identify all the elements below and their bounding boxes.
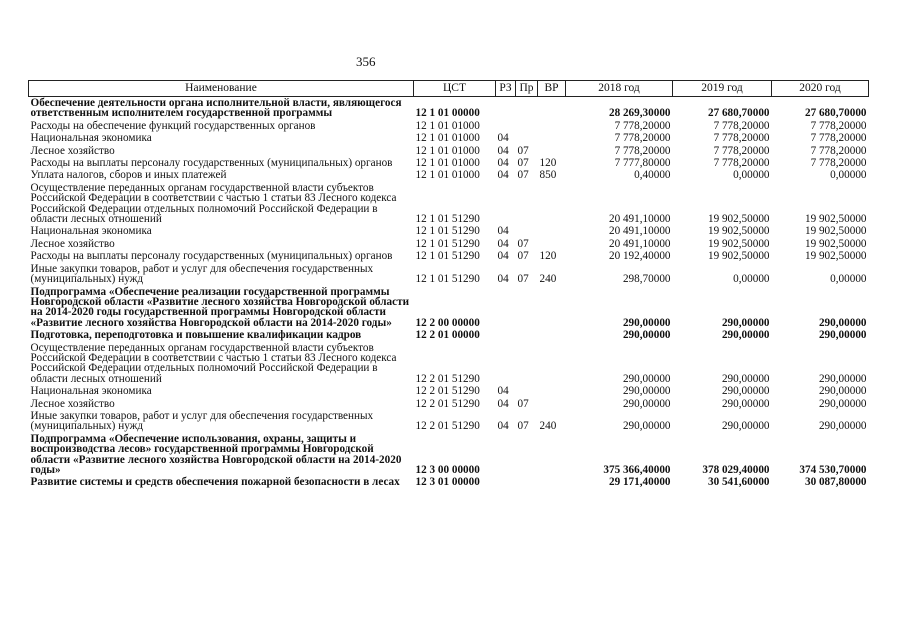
row-cst: 12 2 01 51290	[415, 397, 480, 410]
row-cst: 12 2 01 51290	[415, 420, 480, 433]
row-2019: 0,00000	[733, 169, 770, 182]
row-2020: 19 902,50000	[804, 250, 867, 263]
row-rz: 04	[497, 132, 509, 145]
budget-table	[28, 80, 869, 489]
table-row	[29, 342, 869, 386]
row-2019: 290,00000	[721, 372, 770, 385]
col-header: ВР	[538, 81, 566, 97]
row-2018: 298,70000	[622, 273, 671, 286]
table-row	[29, 182, 869, 226]
row-rz: 04	[497, 144, 509, 157]
row-2020: 19 902,50000	[804, 225, 867, 238]
row-name: Развитие системы и средств обеспечения пожарной безопасности в лесах	[30, 476, 400, 489]
row-vr	[538, 433, 566, 477]
row-2018: 7 778,20000	[614, 132, 671, 145]
row-vr	[538, 286, 566, 330]
row-2019: 19 902,50000	[707, 237, 770, 250]
row-pr	[516, 97, 538, 120]
row-rz: 04	[497, 273, 509, 286]
row-2018: 7 777,80000	[614, 157, 671, 170]
col-header: 2020 год	[772, 81, 869, 97]
row-2020: 0,00000	[830, 169, 867, 182]
row-2018: 29 171,40000	[608, 476, 671, 489]
row-name: Расходы на обеспечение функций государственных органов	[30, 119, 316, 132]
table-row	[29, 433, 869, 477]
row-2020: 290,00000	[818, 385, 867, 398]
row-vr: 240	[539, 420, 557, 433]
table-row	[29, 225, 869, 237]
row-name: Национальная экономика	[30, 385, 152, 398]
row-2018: 290,00000	[622, 316, 671, 329]
row-2019: 19 902,50000	[707, 213, 770, 226]
row-rz: 04	[497, 397, 509, 410]
row-2020: 7 778,20000	[810, 132, 867, 145]
row-name: Расходы на выплаты персоналу государственных (муниципальных) органов	[30, 157, 393, 170]
row-cst: 12 1 01 51290	[415, 225, 480, 238]
table-row	[29, 286, 869, 330]
row-2020: 290,00000	[818, 397, 867, 410]
row-pr	[516, 120, 538, 132]
table-row	[29, 385, 869, 397]
table-row	[29, 145, 869, 157]
row-pr	[516, 385, 538, 397]
row-vr	[538, 145, 566, 157]
row-2019: 19 902,50000	[707, 225, 770, 238]
row-2019: 7 778,20000	[713, 157, 770, 170]
row-name: Национальная экономика	[30, 132, 152, 145]
row-2018: 20 192,40000	[608, 250, 671, 263]
row-cst: 12 1 01 01000	[415, 119, 480, 132]
row-cst: 12 1 01 51290	[415, 213, 480, 226]
col-header: РЗ	[496, 81, 516, 97]
row-name: Подготовка, переподготовка и повышение квалификации кадров	[30, 329, 362, 342]
row-name: Лесное хозяйство	[30, 144, 115, 157]
row-rz: 04	[497, 420, 509, 433]
row-2020: 7 778,20000	[810, 144, 867, 157]
row-2020: 7 778,20000	[810, 119, 867, 132]
row-2019: 27 680,70000	[707, 107, 770, 120]
row-rz	[496, 342, 516, 386]
row-rz	[496, 97, 516, 120]
row-cst: 12 2 01 51290	[415, 385, 480, 398]
row-name: Осуществление переданных органам государственной власти субъектов Российской Федерации в соответствии с частью 1 статьи 83 Лесного кодекса Российской Федерации отдельных полномочий Российской Федерации в области лесных отношений	[30, 341, 397, 385]
row-pr: 07	[517, 169, 529, 182]
row-name: Уплата налогов, сборов и иных платежей	[30, 169, 227, 182]
row-pr: 07	[517, 157, 529, 170]
table-row	[29, 410, 869, 433]
row-pr: 07	[517, 237, 529, 250]
row-vr	[538, 329, 566, 341]
row-name: Лесное хозяйство	[30, 397, 115, 410]
row-rz: 04	[497, 169, 509, 182]
table-row	[29, 157, 869, 169]
row-rz	[496, 120, 516, 132]
row-vr	[538, 97, 566, 120]
row-pr	[516, 476, 538, 488]
row-pr	[516, 342, 538, 386]
row-2019: 378 029,40000	[702, 464, 770, 476]
row-pr: 07	[517, 273, 529, 286]
row-2019: 290,00000	[721, 316, 770, 329]
row-rz	[496, 433, 516, 477]
row-pr	[516, 132, 538, 144]
row-2020: 19 902,50000	[804, 213, 867, 226]
row-2020: 290,00000	[818, 420, 867, 433]
row-2018: 20 491,10000	[608, 237, 671, 250]
row-cst: 12 1 01 00000	[415, 107, 480, 120]
row-2019: 0,00000	[733, 273, 770, 286]
row-2019: 7 778,20000	[713, 132, 770, 145]
row-vr	[538, 476, 566, 488]
table-row	[29, 263, 869, 286]
row-2018: 290,00000	[622, 329, 671, 342]
col-header: 2019 год	[673, 81, 772, 97]
row-cst: 12 2 01 51290	[415, 372, 480, 385]
row-pr	[516, 433, 538, 477]
row-2019: 19 902,50000	[707, 250, 770, 263]
row-2018: 7 778,20000	[614, 119, 671, 132]
row-2020: 27 680,70000	[804, 107, 867, 120]
row-cst: 12 1 01 01000	[415, 132, 480, 145]
table-row	[29, 329, 869, 341]
row-pr: 07	[517, 420, 529, 433]
row-pr	[516, 225, 538, 237]
table-header	[29, 81, 869, 97]
row-cst: 12 3 00 00000	[415, 464, 480, 476]
row-2018: 375 366,40000	[603, 464, 671, 476]
row-vr: 240	[539, 273, 557, 286]
row-pr	[516, 286, 538, 330]
table-row	[29, 120, 869, 132]
row-vr	[538, 132, 566, 144]
row-pr	[516, 329, 538, 341]
row-vr	[538, 342, 566, 386]
row-name: Обеспечение деятельности органа исполнительной власти, являющегося ответственным исполнителем государственной программы	[30, 97, 402, 120]
row-cst: 12 1 01 51290	[415, 250, 480, 263]
row-2018: 290,00000	[622, 397, 671, 410]
row-vr	[538, 120, 566, 132]
row-2018: 290,00000	[622, 372, 671, 385]
col-header: ЦСТ	[414, 81, 496, 97]
table-row	[29, 250, 869, 262]
page-number: 356	[356, 54, 376, 69]
row-2020: 0,00000	[830, 273, 867, 286]
row-2020: 19 902,50000	[804, 237, 867, 250]
row-rz	[496, 182, 516, 226]
table-body	[29, 97, 869, 489]
row-name: Национальная экономика	[30, 225, 152, 238]
table-row	[29, 398, 869, 410]
col-header: Наименование	[29, 81, 414, 97]
row-2019: 290,00000	[721, 397, 770, 410]
row-pr: 07	[517, 144, 529, 157]
row-2018: 28 269,30000	[608, 107, 671, 120]
row-vr	[538, 238, 566, 250]
row-2018: 20 491,10000	[608, 225, 671, 238]
row-2020: 290,00000	[818, 329, 867, 342]
row-2019: 30 541,60000	[707, 476, 770, 489]
table-row	[29, 238, 869, 250]
row-name: Осуществление переданных органам государственной власти субъектов Российской Федерации в соответствии с частью 1 статьи 83 Лесного кодекса Российской Федерации отдельных полномочий Российской Федерации в области лесных отношений	[30, 181, 397, 226]
row-2020: 30 087,80000	[804, 476, 867, 489]
row-2019: 7 778,20000	[713, 144, 770, 157]
row-2019: 290,00000	[721, 420, 770, 433]
row-name: Иные закупки товаров, работ и услуг для обеспечения государственных (муниципальных) нужд	[30, 262, 374, 286]
table-row	[29, 132, 869, 144]
row-pr: 07	[517, 250, 529, 263]
row-name: Подпрограмма «Обеспечение использования, охраны, защиты и воспроизводства лесов» государственной программы Новгородской области «Развитие лесного хозяйства Новгородской области на 2014-2020 годы»	[30, 432, 402, 476]
row-2018: 0,40000	[634, 169, 671, 182]
row-2020: 374 530,70000	[799, 464, 867, 476]
table-row	[29, 476, 869, 488]
row-rz: 04	[497, 237, 509, 250]
table-row	[29, 169, 869, 181]
row-cst: 12 2 01 00000	[415, 329, 480, 342]
row-vr: 120	[539, 157, 557, 170]
row-2019: 290,00000	[721, 385, 770, 398]
table-row	[29, 97, 869, 120]
row-2020: 290,00000	[818, 316, 867, 329]
row-vr: 120	[539, 250, 557, 263]
row-2020: 290,00000	[818, 372, 867, 385]
row-rz: 04	[497, 385, 509, 398]
row-2018: 290,00000	[622, 420, 671, 433]
row-rz	[496, 476, 516, 488]
row-rz	[496, 286, 516, 330]
row-name: Лесное хозяйство	[30, 237, 115, 250]
row-pr	[516, 182, 538, 226]
col-header: Пр	[516, 81, 538, 97]
row-2018: 20 491,10000	[608, 213, 671, 226]
row-pr: 07	[517, 397, 529, 410]
row-cst: 12 2 00 00000	[415, 316, 480, 329]
row-name: Расходы на выплаты персоналу государственных (муниципальных) органов	[30, 250, 393, 263]
row-cst: 12 1 01 01000	[415, 169, 480, 182]
row-rz: 04	[497, 157, 509, 170]
row-2019: 290,00000	[721, 329, 770, 342]
row-vr	[538, 182, 566, 226]
row-vr	[538, 225, 566, 237]
row-cst: 12 1 01 01000	[415, 144, 480, 157]
row-2019: 7 778,20000	[713, 119, 770, 132]
row-cst: 12 1 01 51290	[415, 273, 480, 286]
row-2018: 290,00000	[622, 385, 671, 398]
row-2018: 7 778,20000	[614, 144, 671, 157]
row-cst: 12 3 01 00000	[415, 476, 480, 489]
row-rz: 04	[497, 250, 509, 263]
row-2020: 7 778,20000	[810, 157, 867, 170]
row-name: Подпрограмма «Обеспечение реализации государственной программы Новгородской области «Развитие лесного хозяйства Новгородской области на 2014-2020 годы государственной программы Новгородской области «Развитие лесного хозяйства Новгородской области на 2014-2020 годы»	[30, 285, 410, 329]
row-cst: 12 1 01 51290	[415, 237, 480, 250]
row-rz	[496, 329, 516, 341]
row-vr	[538, 385, 566, 397]
row-rz: 04	[497, 225, 509, 238]
col-header: 2018 год	[566, 81, 673, 97]
row-vr: 850	[539, 169, 557, 182]
row-vr	[538, 398, 566, 410]
row-name: Иные закупки товаров, работ и услуг для обеспечения государственных (муниципальных) нужд	[30, 409, 374, 433]
row-cst: 12 1 01 01000	[415, 157, 480, 170]
